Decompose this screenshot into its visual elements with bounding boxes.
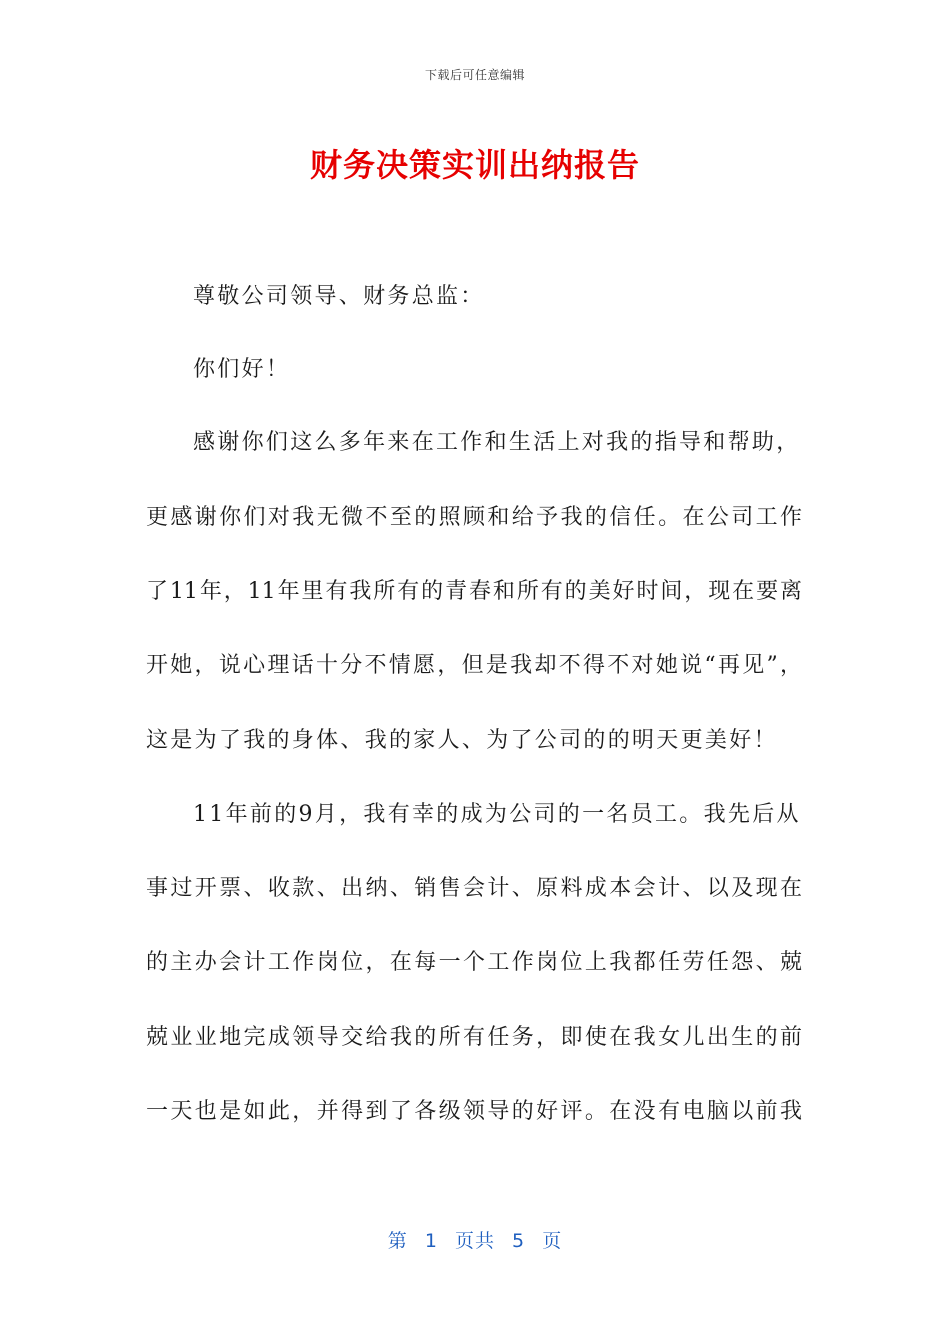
paragraph-line: 兢业业地完成领导交给我的所有任务，即使在我女儿出生的前 [146,1025,802,1050]
paragraph-line: 的主办会计工作岗位，在每一个工作岗位上我都任劳任怨、兢 [146,950,802,975]
paragraph-line: 更感谢你们对我无微不至的照顾和给予我的信任。在公司工作 [146,505,802,530]
paragraph-line: 开她，说心理话十分不情愿，但是我却不得不对她说“再见”， [146,653,802,678]
salutation-line: 尊敬公司领导、财务总监： [193,284,485,309]
page-number-footer [0,1226,950,1253]
total-pages-number: 5 [512,1230,526,1252]
current-page-number: 1 [424,1230,438,1252]
page-label-prefix: 第 [387,1230,408,1252]
paragraph-line: 感谢你们这么多年来在工作和生活上对我的指导和帮助， [193,430,801,455]
paragraph-line: 这是为了我的身体、我的家人、为了公司的的明天更美好！ [146,728,778,753]
paragraph-line: 一天也是如此，并得到了各级领导的好评。在没有电脑以前我 [146,1099,802,1124]
paragraph-line: 事过开票、收款、出纳、销售会计、原料成本会计、以及现在 [146,876,802,901]
header-note: 下载后可任意编辑 [424,68,525,82]
greeting-line: 你们好！ [193,357,291,382]
page-label-mid: 页共 [454,1230,495,1252]
page-label-suffix: 页 [542,1230,563,1252]
paragraph-line: 了11年，11年里有我所有的青春和所有的美好时间，现在要离 [146,579,802,604]
document-title: 财务决策实训出纳报告 [309,146,640,184]
paragraph-line: 11年前的9月，我有幸的成为公司的一名员工。我先后从 [193,802,801,827]
